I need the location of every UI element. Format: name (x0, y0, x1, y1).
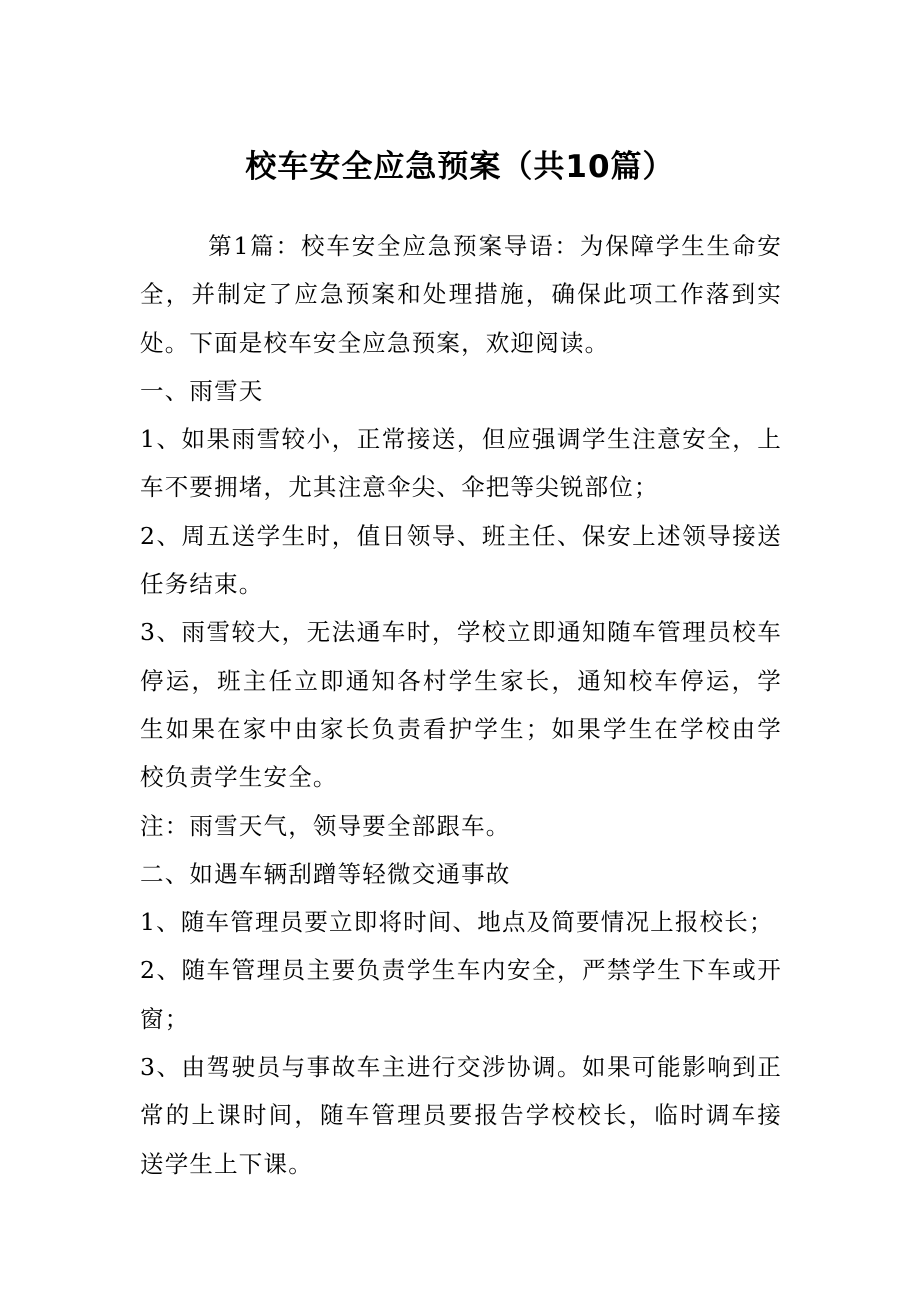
document-body (140, 222, 782, 1188)
section-heading-rain-snow: 一、雨雪天 (140, 376, 264, 405)
list-item: 3、由驾驶员与事故车主进行交涉协调。如果可能影响到正常的上课时间，随车管理员要报告学校校长，临时调车接送学生上下课。 (140, 1053, 782, 1178)
section-heading-minor-accident: 二、如遇车辆刮蹭等轻微交通事故 (140, 859, 511, 888)
list-item: 2、随车管理员主要负责学生车内安全，严禁学生下车或开窗； (140, 956, 782, 1033)
list-item: 3、雨雪较大，无法通车时，学校立即通知随车管理员校车停运，班主任立即通知各村学生家长，通知校车停运，学生如果在家中由家长负责看护学生；如果学生在学校由学校负责学生安全。 (140, 618, 782, 792)
list-item: 1、如果雨雪较小，正常接送，但应强调学生注意安全，上车不要拥堵，尤其注意伞尖、伞把等尖锐部位； (140, 425, 782, 502)
list-item: 1、随车管理员要立即将时间、地点及简要情况上报校长； (140, 908, 774, 937)
paragraph-intro: 第1篇：校车安全应急预案导语：为保障学生生命安全，并制定了应急预案和处理措施，确保此项工作落到实处。下面是校车安全应急预案，欢迎阅读。 (140, 232, 782, 357)
note-paragraph: 注：雨雪天气，领导要全部跟车。 (140, 811, 511, 840)
list-item: 2、周五送学生时，值日领导、班主任、保安上述领导接送任务结束。 (140, 521, 782, 599)
document-title: 校车安全应急预案（共10篇） (245, 149, 675, 185)
